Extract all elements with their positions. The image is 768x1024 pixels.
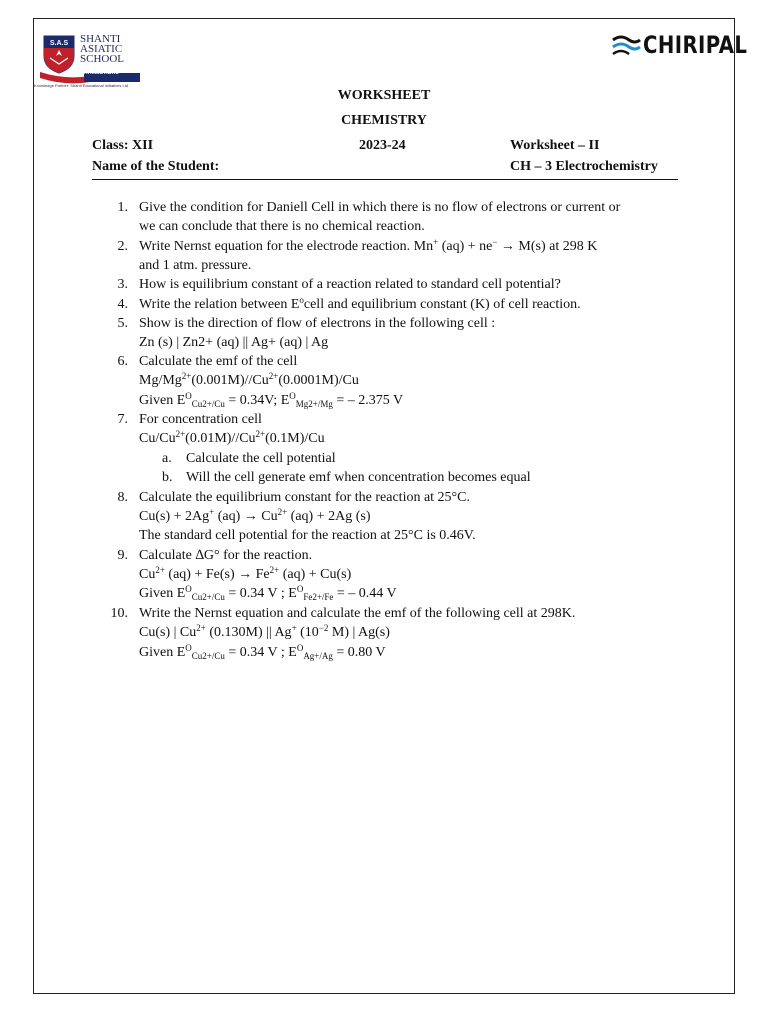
q4-number: 4. [117, 297, 128, 312]
worksheet-title: WORKSHEET [337, 88, 431, 103]
q2-line2: and 1 atm. pressure. [139, 258, 252, 273]
q7-a-label: a. [162, 451, 172, 466]
q5-number: 5. [117, 316, 128, 331]
school-crest-icon [42, 34, 76, 74]
q2-number: 2. [117, 239, 128, 254]
school-logo [34, 32, 148, 90]
academic-year: 2023-24 [359, 138, 406, 153]
chiripal-logo [611, 31, 748, 62]
q8-line1: Calculate the equilibrium constant for the reaction at 25°C. [139, 490, 470, 505]
subject-title: CHEMISTRY [341, 113, 427, 128]
student-name-label: Name of the Student: [92, 159, 220, 174]
class-label: Class: XII [92, 138, 154, 153]
q7-line1: For concentration cell [139, 412, 262, 427]
q2-line1: Write Nernst equation for the electrode reaction. Mn+ (aq) + ne− → M(s) at 298 K [139, 237, 598, 254]
q8-line3: The standard cell potential for the reaction at 25°C is 0.46V. [139, 528, 476, 543]
q10-number: 10. [110, 606, 128, 621]
chiripal-wordmark: CHIRIPAL [643, 31, 748, 59]
q3-line1: How is equilibrium constant of a reaction related to standard cell potential? [139, 277, 561, 292]
q7-b-text: Will the cell generate emf when concentration becomes equal [186, 470, 531, 485]
knowledge-partner: Knowledge Partner: Shanti Educational Initiatives Ltd. [34, 83, 130, 88]
q6-line1: Calculate the emf of the cell [139, 354, 298, 369]
q7-cell: $Cu/Cu^{2+}(0.01M)//Cu^{2+}(0.1M)/Cu$ [139, 429, 325, 446]
q6-given: Given $E^O_{Cu2+/Cu} = 0.34V$; $E^O_{Mg2+/Mg}$ = – 2.375 V [139, 391, 404, 409]
crest-initials: S.A.S [49, 40, 69, 47]
q9-given: Given $E^O_{Cu2+/Cu} = 0.34$ V ; $E^O_{Fe2+/Fe}$ = – 0.44 V [139, 584, 397, 602]
chiripal-mark-icon [611, 34, 641, 56]
q5-line2: Zn (s) | Zn2+ (aq) || Ag+ (aq) | Ag [139, 335, 329, 350]
q4-line1: Write the relation between $E^ocell$ and equilibrium constant (K) of cell reaction. [139, 295, 581, 312]
q10-given: Given $E^O_{Cu2+/Cu} = 0.34$ V ; $E^O_{Ag+/Ag} = 0.80$ V [139, 643, 386, 661]
q7-a-text: Calculate the cell potential [186, 451, 336, 466]
q3-number: 3. [117, 277, 128, 292]
q1-line2: we can conclude that there is no chemical reaction. [139, 219, 425, 234]
school-name: SHANTI ASIATIC SCHOOL [80, 33, 125, 65]
q8-reaction: Cu(s) + 2Ag+ $(aq) \to Cu^{2+}$ (aq) + 2Ag (s) [139, 507, 371, 524]
q10-cell: Cu(s) | $Cu^{2+}$ (0.130M) || Ag+ ($10^{-2}$ M) | Ag(s) [139, 623, 390, 640]
q8-number: 8. [117, 490, 128, 505]
q6-number: 6. [117, 354, 128, 369]
header-rule [92, 179, 678, 180]
q5-line1: Show is the direction of flow of electrons in the following cell : [139, 316, 496, 331]
chapter-title: CH – 3 Electrochemistry [510, 159, 658, 174]
ribbon-city: AHMEDABAD [84, 70, 120, 76]
q9-line1: Calculate ∆G° for the reaction. [139, 548, 313, 563]
q9-reaction: $Cu^{2+}$ $(aq) + Fe(s) \to Fe^{2+}$ (aq) + Cu(s) [139, 565, 352, 582]
q10-line1: Write the Nernst equation and calculate the emf of the following cell at 298K. [139, 606, 576, 621]
q6-cell: $Mg/Mg^{2+}(0.001M)//Cu^{2+}(0.0001M)/Cu$ [139, 371, 359, 388]
q1-number: 1. [117, 200, 128, 215]
q9-number: 9. [117, 548, 128, 563]
q7-b-label: b. [162, 470, 173, 485]
q7-number: 7. [117, 412, 128, 427]
q1-line1: Give the condition for Daniell Cell in which there is no flow of electrons or current or [139, 200, 621, 215]
worksheet-number: Worksheet – II [510, 138, 600, 153]
